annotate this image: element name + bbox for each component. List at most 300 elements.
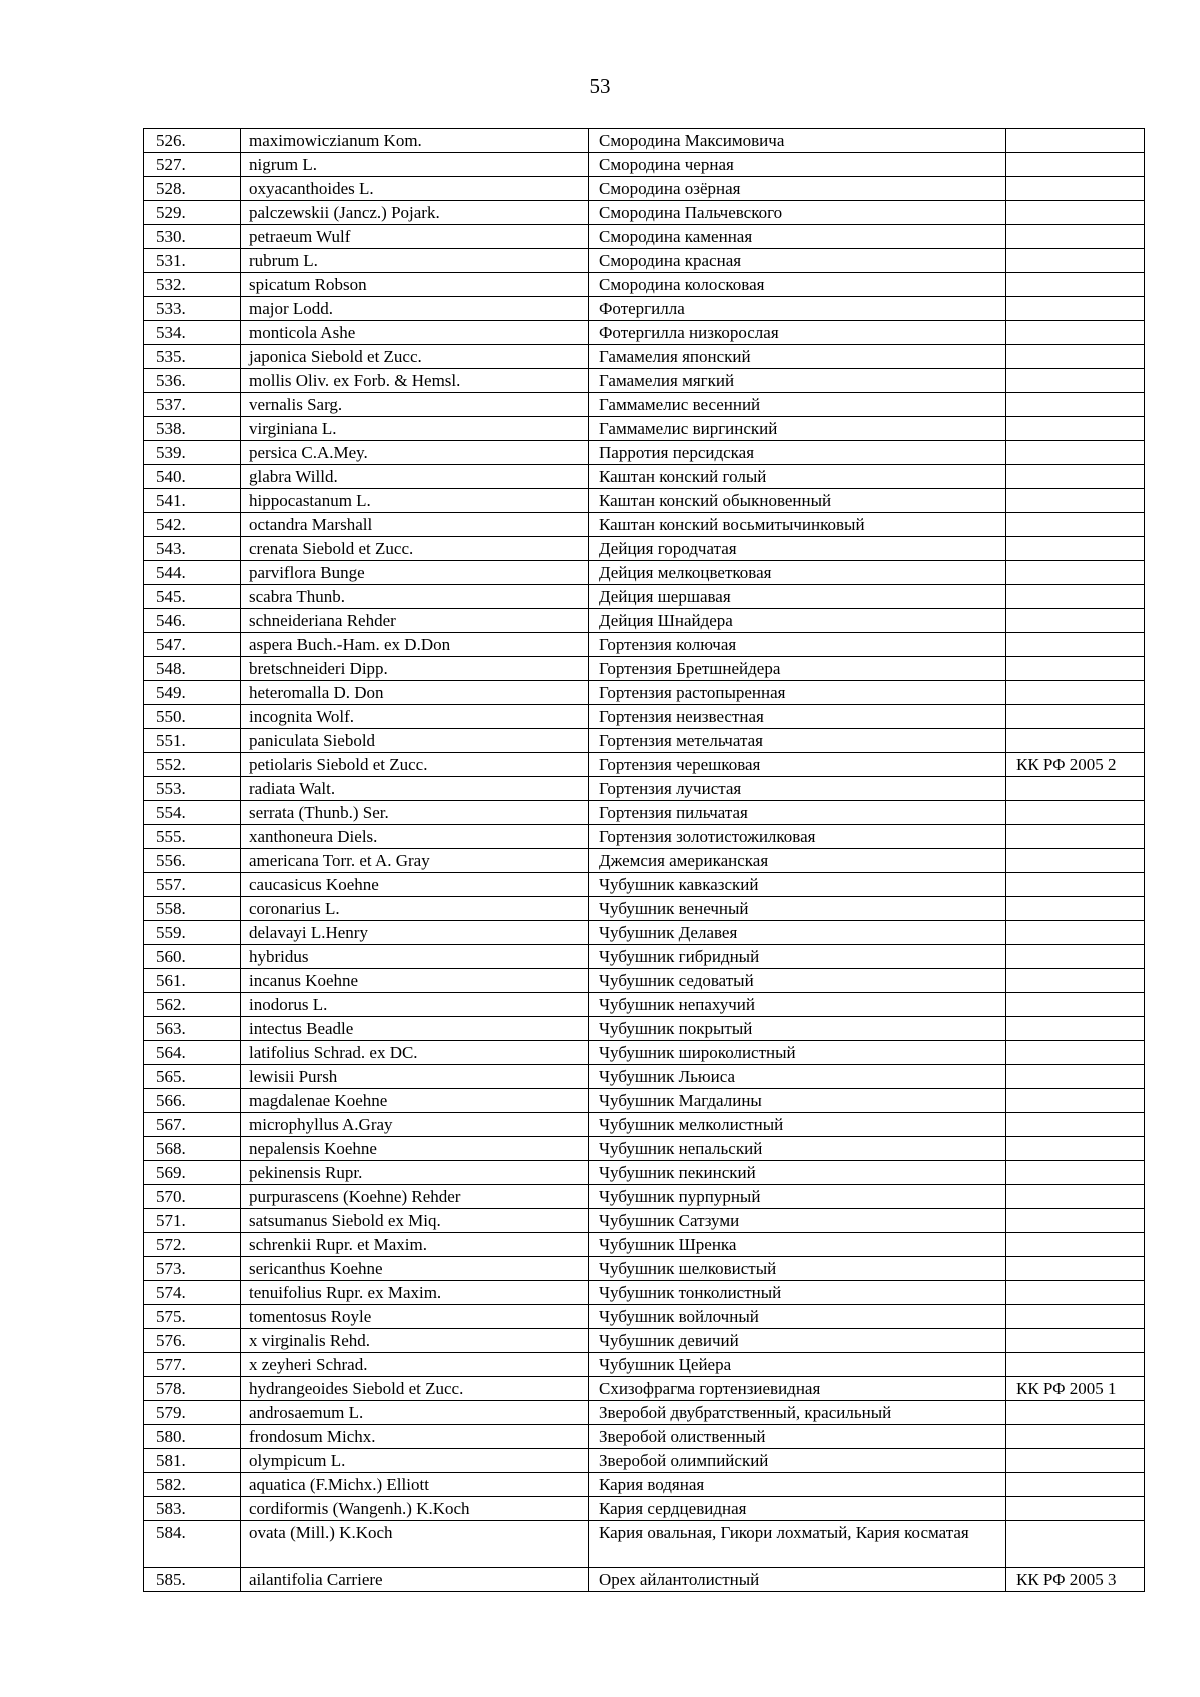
latin-name: intectus Beadle [241, 1017, 589, 1041]
red-book-note [1006, 1425, 1145, 1449]
table-row [144, 681, 1145, 705]
russian-name: Гаммамелис виргинский [589, 417, 1006, 441]
row-number: 557. [144, 873, 241, 897]
russian-name: Гортензия неизвестная [589, 705, 1006, 729]
table-row [144, 897, 1145, 921]
row-number: 556. [144, 849, 241, 873]
table-row [144, 1161, 1145, 1185]
russian-name: Чубушник венечный [589, 897, 1006, 921]
row-number: 569. [144, 1161, 241, 1185]
table-row [144, 1089, 1145, 1113]
latin-name: glabra Willd. [241, 465, 589, 489]
table-row [144, 1281, 1145, 1305]
table-row [144, 489, 1145, 513]
red-book-note [1006, 657, 1145, 681]
table-row [144, 1185, 1145, 1209]
latin-name: aquatica (F.Michx.) Elliott [241, 1473, 589, 1497]
red-book-note [1006, 1041, 1145, 1065]
latin-name: latifolius Schrad. ex DC. [241, 1041, 589, 1065]
table-row [144, 585, 1145, 609]
red-book-note [1006, 1281, 1145, 1305]
latin-name: rubrum L. [241, 249, 589, 273]
red-book-note [1006, 1305, 1145, 1329]
red-book-note [1006, 1065, 1145, 1089]
latin-name: mollis Oliv. ex Forb. & Hemsl. [241, 369, 589, 393]
row-number: 577. [144, 1353, 241, 1377]
russian-name: Чубушник седоватый [589, 969, 1006, 993]
red-book-note [1006, 1017, 1145, 1041]
russian-name: Джемсия американская [589, 849, 1006, 873]
russian-name: Гаммамелис весенний [589, 393, 1006, 417]
latin-name: tenuifolius Rupr. ex Maxim. [241, 1281, 589, 1305]
red-book-note [1006, 441, 1145, 465]
table-row [144, 1425, 1145, 1449]
row-number: 580. [144, 1425, 241, 1449]
latin-name: americana Torr. et A. Gray [241, 849, 589, 873]
red-book-note [1006, 393, 1145, 417]
red-book-note [1006, 897, 1145, 921]
russian-name: Кария водяная [589, 1473, 1006, 1497]
row-number: 531. [144, 249, 241, 273]
latin-name: oxyacanthoides L. [241, 177, 589, 201]
russian-name: Чубушник Сатзуми [589, 1209, 1006, 1233]
latin-name: nepalensis Koehne [241, 1137, 589, 1161]
page-number: 53 [589, 74, 611, 98]
row-number: 550. [144, 705, 241, 729]
latin-name: frondosum Michx. [241, 1425, 589, 1449]
russian-name: Гамамелия мягкий [589, 369, 1006, 393]
row-number: 581. [144, 1449, 241, 1473]
table-row [144, 465, 1145, 489]
latin-name: olympicum L. [241, 1449, 589, 1473]
table-row [144, 1377, 1145, 1401]
row-number: 533. [144, 297, 241, 321]
russian-name: Чубушник шелковистый [589, 1257, 1006, 1281]
row-number: 562. [144, 993, 241, 1017]
row-number: 532. [144, 273, 241, 297]
latin-name: serrata (Thunb.) Ser. [241, 801, 589, 825]
table-row [144, 873, 1145, 897]
table-row [144, 177, 1145, 201]
table-row [144, 993, 1145, 1017]
russian-name: Чубушник тонколистный [589, 1281, 1006, 1305]
row-number: 565. [144, 1065, 241, 1089]
russian-name: Чубушник покрытый [589, 1017, 1006, 1041]
russian-name: Чубушник гибридный [589, 945, 1006, 969]
russian-name: Зверобой двубратственный, красильный [589, 1401, 1006, 1425]
red-book-note: КК РФ 2005 2 [1006, 753, 1145, 777]
red-book-note [1006, 825, 1145, 849]
red-book-note [1006, 1209, 1145, 1233]
row-number: 527. [144, 153, 241, 177]
russian-name: Смородина Пальчевского [589, 201, 1006, 225]
table-row [144, 945, 1145, 969]
red-book-note [1006, 945, 1145, 969]
row-number: 529. [144, 201, 241, 225]
latin-name: magdalenae Koehne [241, 1089, 589, 1113]
table-row [144, 129, 1145, 153]
latin-name: xanthoneura Diels. [241, 825, 589, 849]
row-number: 528. [144, 177, 241, 201]
red-book-note [1006, 777, 1145, 801]
row-number: 574. [144, 1281, 241, 1305]
russian-name: Чубушник войлочный [589, 1305, 1006, 1329]
table-row [144, 153, 1145, 177]
row-number: 582. [144, 1473, 241, 1497]
red-book-note [1006, 201, 1145, 225]
red-book-note [1006, 585, 1145, 609]
table-row [144, 969, 1145, 993]
row-number: 526. [144, 129, 241, 153]
latin-name: schrenkii Rupr. et Maxim. [241, 1233, 589, 1257]
table-row [144, 345, 1145, 369]
latin-name: ovata (Mill.) K.Koch [241, 1521, 589, 1568]
russian-name: Зверобой олимпийский [589, 1449, 1006, 1473]
table-row [144, 537, 1145, 561]
russian-name: Чубушник широколистный [589, 1041, 1006, 1065]
russian-name: Фотергилла [589, 297, 1006, 321]
latin-name: hybridus [241, 945, 589, 969]
red-book-note [1006, 249, 1145, 273]
latin-name: vernalis Sarg. [241, 393, 589, 417]
russian-name: Чубушник кавказский [589, 873, 1006, 897]
red-book-note [1006, 993, 1145, 1017]
red-book-note [1006, 1185, 1145, 1209]
latin-name: x zeyheri Schrad. [241, 1353, 589, 1377]
red-book-note [1006, 1473, 1145, 1497]
row-number: 560. [144, 945, 241, 969]
latin-name: schneideriana Rehder [241, 609, 589, 633]
russian-name: Смородина озёрная [589, 177, 1006, 201]
table-row [144, 1065, 1145, 1089]
latin-name: petiolaris Siebold et Zucc. [241, 753, 589, 777]
row-number: 566. [144, 1089, 241, 1113]
red-book-note [1006, 1113, 1145, 1137]
russian-name: Кария сердцевидная [589, 1497, 1006, 1521]
table-row [144, 201, 1145, 225]
red-book-note [1006, 873, 1145, 897]
table-row [144, 249, 1145, 273]
red-book-note [1006, 1449, 1145, 1473]
latin-name: monticola Ashe [241, 321, 589, 345]
row-number: 548. [144, 657, 241, 681]
row-number: 570. [144, 1185, 241, 1209]
table-row [144, 1017, 1145, 1041]
table-row [144, 1449, 1145, 1473]
red-book-note [1006, 729, 1145, 753]
row-number: 571. [144, 1209, 241, 1233]
russian-name: Гортензия колючая [589, 633, 1006, 657]
red-book-note [1006, 681, 1145, 705]
latin-name: nigrum L. [241, 153, 589, 177]
russian-name: Чубушник Магдалины [589, 1089, 1006, 1113]
latin-name: crenata Siebold et Zucc. [241, 537, 589, 561]
table-row [144, 1113, 1145, 1137]
table-row [144, 1329, 1145, 1353]
russian-name: Чубушник Делавея [589, 921, 1006, 945]
latin-name: ailantifolia Carriere [241, 1568, 589, 1592]
red-book-note [1006, 1233, 1145, 1257]
russian-name: Гортензия черешковая [589, 753, 1006, 777]
red-book-note [1006, 345, 1145, 369]
red-book-note [1006, 1161, 1145, 1185]
latin-name: palczewskii (Jancz.) Pojark. [241, 201, 589, 225]
red-book-note [1006, 513, 1145, 537]
table-row [144, 1209, 1145, 1233]
latin-name: octandra Marshall [241, 513, 589, 537]
table-row [144, 1305, 1145, 1329]
russian-name: Орех айлантолистный [589, 1568, 1006, 1592]
table-row [144, 825, 1145, 849]
russian-name: Смородина колосковая [589, 273, 1006, 297]
table-row [144, 1233, 1145, 1257]
russian-name: Кария овальная, Гикори лохматый, Кария косматая [589, 1521, 1006, 1568]
red-book-note [1006, 273, 1145, 297]
latin-name: coronarius L. [241, 897, 589, 921]
row-number: 546. [144, 609, 241, 633]
russian-name: Каштан конский восьмитычинковый [589, 513, 1006, 537]
table-row [144, 1401, 1145, 1425]
table-row [144, 297, 1145, 321]
latin-name: delavayi L.Henry [241, 921, 589, 945]
latin-name: major Lodd. [241, 297, 589, 321]
red-book-note [1006, 561, 1145, 585]
russian-name: Дейция мелкоцветковая [589, 561, 1006, 585]
russian-name: Чубушник Льюиса [589, 1065, 1006, 1089]
latin-name: spicatum Robson [241, 273, 589, 297]
row-number: 538. [144, 417, 241, 441]
row-number: 555. [144, 825, 241, 849]
red-book-note [1006, 921, 1145, 945]
red-book-note [1006, 1401, 1145, 1425]
latin-name: sericanthus Koehne [241, 1257, 589, 1281]
latin-name: hippocastanum L. [241, 489, 589, 513]
row-number: 585. [144, 1568, 241, 1592]
row-number: 561. [144, 969, 241, 993]
russian-name: Смородина черная [589, 153, 1006, 177]
russian-name: Смородина каменная [589, 225, 1006, 249]
russian-name: Гортензия пильчатая [589, 801, 1006, 825]
table-row [144, 225, 1145, 249]
russian-name: Гортензия растопыренная [589, 681, 1006, 705]
red-book-note [1006, 849, 1145, 873]
red-book-note [1006, 225, 1145, 249]
latin-name: inodorus L. [241, 993, 589, 1017]
red-book-note [1006, 153, 1145, 177]
row-number: 551. [144, 729, 241, 753]
latin-name: hydrangeoides Siebold et Zucc. [241, 1377, 589, 1401]
russian-name: Гортензия лучистая [589, 777, 1006, 801]
latin-name: aspera Buch.-Ham. ex D.Don [241, 633, 589, 657]
row-number: 578. [144, 1377, 241, 1401]
russian-name: Чубушник Цейера [589, 1353, 1006, 1377]
red-book-note [1006, 1089, 1145, 1113]
latin-name: persica C.A.Mey. [241, 441, 589, 465]
russian-name: Гортензия золотистожилковая [589, 825, 1006, 849]
row-number: 547. [144, 633, 241, 657]
red-book-note [1006, 1257, 1145, 1281]
russian-name: Чубушник пурпурный [589, 1185, 1006, 1209]
red-book-note [1006, 1329, 1145, 1353]
table-row [144, 561, 1145, 585]
row-number: 575. [144, 1305, 241, 1329]
table-row [144, 801, 1145, 825]
red-book-note [1006, 537, 1145, 561]
red-book-note [1006, 1137, 1145, 1161]
red-book-note [1006, 969, 1145, 993]
red-book-note [1006, 633, 1145, 657]
latin-name: paniculata Siebold [241, 729, 589, 753]
latin-name: cordiformis (Wangenh.) K.Koch [241, 1497, 589, 1521]
table-row [144, 273, 1145, 297]
table-row [144, 849, 1145, 873]
russian-name: Гортензия Бретшнейдера [589, 657, 1006, 681]
red-book-note [1006, 1521, 1145, 1568]
russian-name: Дейция шершавая [589, 585, 1006, 609]
red-book-note: КК РФ 2005 1 [1006, 1377, 1145, 1401]
table-row [144, 657, 1145, 681]
russian-name: Чубушник непахучий [589, 993, 1006, 1017]
latin-name: incognita Wolf. [241, 705, 589, 729]
table-row [144, 633, 1145, 657]
row-number: 539. [144, 441, 241, 465]
table-row [144, 1041, 1145, 1065]
russian-name: Каштан конский обыкновенный [589, 489, 1006, 513]
russian-name: Схизофрагма гортензиевидная [589, 1377, 1006, 1401]
table-row [144, 705, 1145, 729]
latin-name: satsumanus Siebold ex Miq. [241, 1209, 589, 1233]
row-number: 558. [144, 897, 241, 921]
species-table [143, 128, 1145, 1592]
row-number: 573. [144, 1257, 241, 1281]
red-book-note [1006, 297, 1145, 321]
red-book-note [1006, 1497, 1145, 1521]
russian-name: Чубушник пекинский [589, 1161, 1006, 1185]
red-book-note: КК РФ 2005 3 [1006, 1568, 1145, 1592]
row-number: 576. [144, 1329, 241, 1353]
red-book-note [1006, 609, 1145, 633]
red-book-note [1006, 489, 1145, 513]
red-book-note [1006, 177, 1145, 201]
row-number: 554. [144, 801, 241, 825]
table-row [144, 1353, 1145, 1377]
row-number: 530. [144, 225, 241, 249]
row-number: 563. [144, 1017, 241, 1041]
latin-name: maximowiczianum Kom. [241, 129, 589, 153]
russian-name: Парротия персидская [589, 441, 1006, 465]
table-row [144, 729, 1145, 753]
table-row [144, 1257, 1145, 1281]
table-row [144, 321, 1145, 345]
latin-name: incanus Koehne [241, 969, 589, 993]
latin-name: androsaemum L. [241, 1401, 589, 1425]
table-row [144, 1497, 1145, 1521]
row-number: 534. [144, 321, 241, 345]
row-number: 544. [144, 561, 241, 585]
latin-name: heteromalla D. Don [241, 681, 589, 705]
latin-name: caucasicus Koehne [241, 873, 589, 897]
row-number: 549. [144, 681, 241, 705]
table-row [144, 753, 1145, 777]
latin-name: x virginalis Rehd. [241, 1329, 589, 1353]
row-number: 583. [144, 1497, 241, 1521]
table-row [144, 921, 1145, 945]
red-book-note [1006, 465, 1145, 489]
latin-name: tomentosus Royle [241, 1305, 589, 1329]
red-book-note [1006, 417, 1145, 441]
red-book-note [1006, 321, 1145, 345]
row-number: 543. [144, 537, 241, 561]
row-number: 536. [144, 369, 241, 393]
russian-name: Смородина красная [589, 249, 1006, 273]
latin-name: lewisii Pursh [241, 1065, 589, 1089]
russian-name: Дейция Шнайдера [589, 609, 1006, 633]
row-number: 553. [144, 777, 241, 801]
table-row [144, 1473, 1145, 1497]
table-row [144, 441, 1145, 465]
row-number: 572. [144, 1233, 241, 1257]
russian-name: Чубушник мелколистный [589, 1113, 1006, 1137]
latin-name: microphyllus A.Gray [241, 1113, 589, 1137]
latin-name: virginiana L. [241, 417, 589, 441]
red-book-note [1006, 369, 1145, 393]
row-number: 541. [144, 489, 241, 513]
table-row [144, 777, 1145, 801]
table-row [144, 393, 1145, 417]
table-row [144, 1137, 1145, 1161]
row-number: 537. [144, 393, 241, 417]
red-book-note [1006, 801, 1145, 825]
table-row [144, 417, 1145, 441]
table-row [144, 369, 1145, 393]
row-number: 535. [144, 345, 241, 369]
russian-name: Чубушник непальский [589, 1137, 1006, 1161]
russian-name: Гортензия метельчатая [589, 729, 1006, 753]
table-row [144, 1568, 1145, 1592]
latin-name: japonica Siebold et Zucc. [241, 345, 589, 369]
russian-name: Фотергилла низкорослая [589, 321, 1006, 345]
latin-name: pekinensis Rupr. [241, 1161, 589, 1185]
russian-name: Чубушник Шренка [589, 1233, 1006, 1257]
row-number: 540. [144, 465, 241, 489]
latin-name: radiata Walt. [241, 777, 589, 801]
row-number: 545. [144, 585, 241, 609]
red-book-note [1006, 1353, 1145, 1377]
row-number: 542. [144, 513, 241, 537]
latin-name: scabra Thunb. [241, 585, 589, 609]
species-table-body [144, 129, 1145, 1592]
russian-name: Чубушник девичий [589, 1329, 1006, 1353]
russian-name: Дейция городчатая [589, 537, 1006, 561]
row-number: 567. [144, 1113, 241, 1137]
latin-name: bretschneideri Dipp. [241, 657, 589, 681]
row-number: 559. [144, 921, 241, 945]
red-book-note [1006, 129, 1145, 153]
russian-name: Зверобой олиственный [589, 1425, 1006, 1449]
latin-name: purpurascens (Koehne) Rehder [241, 1185, 589, 1209]
row-number: 584. [144, 1521, 241, 1568]
latin-name: petraeum Wulf [241, 225, 589, 249]
red-book-note [1006, 705, 1145, 729]
russian-name: Каштан конский голый [589, 465, 1006, 489]
table-row [144, 1521, 1145, 1568]
latin-name: parviflora Bunge [241, 561, 589, 585]
row-number: 568. [144, 1137, 241, 1161]
russian-name: Смородина Максимовича [589, 129, 1006, 153]
russian-name: Гамамелия японский [589, 345, 1006, 369]
table-row [144, 609, 1145, 633]
row-number: 564. [144, 1041, 241, 1065]
